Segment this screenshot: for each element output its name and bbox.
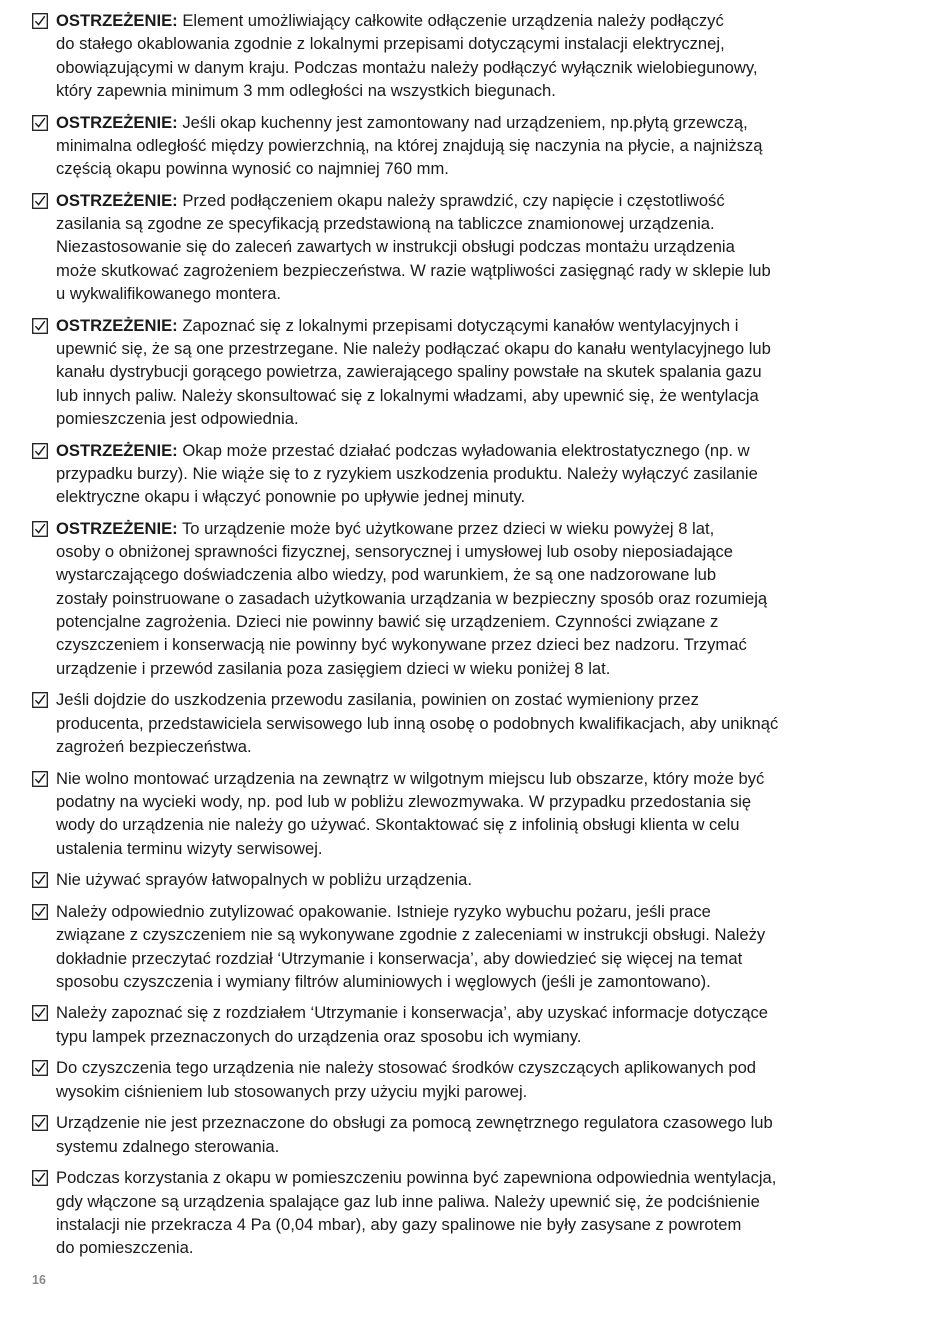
instruction-text-line: pomieszczenia jest odpowiednia. [56, 408, 299, 428]
instruction-text-line: urządzenie i przewód zasilania poza zasięgiem dzieci w wieku poniżej 8 lat. [56, 658, 611, 678]
instruction-text-line: u wykwalifikowanego montera. [56, 284, 282, 304]
instruction-item [32, 688, 902, 758]
instruction-text-line: związane z czyszczeniem nie są wykonywane zgodnie z zaleceniami w instrukcji obsługi. Należy [56, 925, 766, 945]
instruction-text-line: może skutkować zagrożeniem bezpieczeństwa. W razie wątpliwości zasięgnąć rady w sklepie lub [56, 260, 771, 280]
instruction-text-line: Należy zapoznać się z rozdziałem ‘Utrzymanie i konserwacja’, aby uzyskać informacje dotyczące [56, 1003, 768, 1023]
instruction-text-line: do stałego okablowania zgodnie z lokalnymi przepisami dotyczącymi instalacji elektrycznej, [56, 34, 725, 54]
instruction-text-line: Jeśli dojdzie do uszkodzenia przewodu zasilania, powinien on zostać wymieniony przez [56, 690, 699, 710]
instruction-item [32, 314, 902, 430]
instruction-item [32, 9, 902, 102]
checked-box-icon [32, 115, 48, 131]
instruction-text-line: upewnić się, że są one przestrzegane. Nie należy podłączać okapu do kanału wentylacyjnego lub [56, 339, 771, 359]
checked-box-icon [32, 872, 48, 888]
instruction-text-line: do pomieszczenia. [56, 1238, 194, 1258]
instruction-text-line: Należy odpowiednio zutylizować opakowanie. Istnieje ryzyko wybuchu pożaru, jeśli prace [56, 901, 711, 921]
instruction-text-line: wystarczającego doświadczenia albo wiedzy, pod warunkiem, że są one nadzorowane lub [56, 565, 717, 585]
instruction-text-line: Element umożliwiający całkowite odłączenie urządzenia należy podłączyć [182, 11, 724, 30]
instruction-text-line: zasilania są zgodne ze specyfikacją przedstawioną na tabliczce znamionowej urządzenia. [56, 214, 715, 234]
instruction-text-line: dokładnie przeczytać rozdział ‘Utrzymanie i konserwacja’, aby dowiedzieć się więcej na temat [56, 948, 743, 968]
checked-box-icon [32, 13, 48, 29]
instruction-item [32, 1001, 902, 1048]
instruction-item [32, 868, 902, 891]
instruction-text-line: potencjalne zagrożenia. Dzieci nie powinny bawić się urządzeniem. Czynności związane z [56, 612, 719, 632]
instruction-text-line: Jeśli okap kuchenny jest zamontowany nad urządzeniem, np.płytą grzewczą, [182, 112, 748, 132]
instruction-text-line: Przed podłączeniem okapu należy sprawdzić, czy napięcie i częstotliwość [182, 190, 725, 210]
instruction-text-line: gdy włączone są urządzenia spalające gaz lub inne paliwa. Należy upewnić się, że podciśnienie [56, 1191, 760, 1211]
safety-instructions-list [32, 9, 902, 1268]
instruction-text-line: Podczas korzystania z okapu w pomieszczeniu powinna być zapewniona odpowiednia wentylacja, [56, 1168, 777, 1188]
checked-box-icon [32, 443, 48, 459]
checked-box-icon [32, 1005, 48, 1021]
instruction-item [32, 1166, 902, 1259]
checked-box-icon [32, 521, 48, 537]
instruction-text-line: To urządzenie może być użytkowane przez dzieci w wieku powyżej 8 lat, [182, 518, 715, 538]
checked-box-icon [32, 1170, 48, 1186]
checked-box-icon [32, 692, 48, 708]
instruction-text-line: Nie wolno montować urządzenia na zewnątrz w wilgotnym miejscu lub obszarze, który może być [56, 768, 765, 788]
instruction-text-line: zostały poinstruowane o zasadach użytkowania urządzania w bezpieczny sposób oraz rozumieją [56, 588, 768, 608]
instruction-text-line: Nie używać sprayów łatwopalnych w pobliżu urządzenia. [56, 870, 472, 890]
instruction-text-line: Zapoznać się z lokalnymi przepisami dotyczącymi kanałów wentylacyjnych i [182, 315, 739, 335]
instruction-item [32, 1111, 902, 1158]
instruction-text-line: Okap może przestać działać podczas wyładowania elektrostatycznego (np. w [182, 440, 750, 460]
warning-label: OSTRZEŻENIE: [56, 11, 178, 30]
checked-box-icon [32, 904, 48, 920]
instruction-text-line: zagrożeń bezpieczeństwa. [56, 736, 252, 756]
instruction-text-line: systemu zdalnego sterowania. [56, 1136, 280, 1156]
instruction-text-line: wody do urządzenia nie należy go używać. Skontaktować się z infolinią obsługi klienta w celu [56, 815, 740, 835]
instruction-text-line: podatny na wycieki wody, np. pod lub w pobliżu zlewozmywaka. W przypadku przedostania się [56, 791, 752, 811]
instruction-text-line: czyszczeniem i konserwacją nie powinny być wykonywane przez dzieci bez nadzoru. Trzymać [56, 635, 747, 655]
checked-box-icon [32, 771, 48, 787]
instruction-item [32, 111, 902, 181]
warning-label: OSTRZEŻENIE: [56, 518, 178, 538]
instruction-text-line: Niezastosowanie się do zaleceń zawartych w instrukcji obsługi podczas montażu urządzenia [56, 237, 735, 257]
instruction-item [32, 767, 902, 860]
instruction-item [32, 517, 902, 680]
instruction-text-line: który zapewnia minimum 3 mm odległości na wszystkich biegunach. [56, 80, 556, 100]
instruction-text-line: Urządzenie nie jest przeznaczone do obsługi za pomocą zewnętrznego regulatora czasowego lub [56, 1113, 773, 1133]
instruction-item [32, 439, 902, 509]
instruction-text-line: minimalna odległość między powierzchnią, na której znajdują się naczynia na płycie, a najniższą [56, 135, 763, 155]
warning-label: OSTRZEŻENIE: [56, 440, 178, 460]
instruction-text-line: częścią okapu powinna wynosić co najmniej 760 mm. [56, 159, 449, 179]
checked-box-icon [32, 193, 48, 209]
page-number: 16 [32, 1273, 46, 1287]
instruction-text-line: instalacji nie przekracza 4 Pa (0,04 mbar), aby gazy spalinowe nie były zasysane z powrotem [56, 1215, 742, 1235]
instruction-text-line: typu lampek przeznaczonych do urządzenia oraz sposobu ich wymiany. [56, 1026, 582, 1046]
instruction-text-line: przypadku burzy). Nie wiąże się to z ryzykiem uszkodzenia produktu. Należy wyłączyć zasilanie [56, 463, 758, 483]
instruction-text-line: ustalenia terminu wizyty serwisowej. [56, 838, 323, 858]
instruction-text-line: elektryczne okapu i włączyć ponownie po upływie jednej minuty. [56, 487, 526, 507]
warning-label: OSTRZEŻENIE: [56, 190, 178, 210]
instruction-text-line: lub innych paliw. Należy skonsultować się z lokalnymi władzami, aby upewnić się, że wentylacja [56, 385, 759, 405]
warning-label: OSTRZEŻENIE: [56, 315, 178, 335]
warning-label: OSTRZEŻENIE: [56, 112, 178, 132]
checked-box-icon [32, 1115, 48, 1131]
instruction-item [32, 900, 902, 993]
instruction-text-line: kanału dystrybucji gorącego powietrza, zawierającego spaliny powstałe na skutek spalania gazu [56, 362, 762, 382]
checked-box-icon [32, 1060, 48, 1076]
instruction-text-line: wysokim ciśnieniem lub stosowanych przy użyciu myjki parowej. [56, 1081, 528, 1101]
instruction-text-line: Do czyszczenia tego urządzenia nie należy stosować środków czyszczących aplikowanych pod [56, 1058, 757, 1078]
instruction-item [32, 189, 902, 305]
instruction-text-line: sposobu czyszczenia i wymiany filtrów aluminiowych i węglowych (jeśli je zamontowano). [56, 971, 711, 991]
instruction-item [32, 1056, 902, 1103]
instruction-text-line: obowiązującymi w danym kraju. Podczas montażu należy podłączyć wyłącznik wielobiegunowy, [56, 57, 758, 77]
instruction-text-line: osoby o obniżonej sprawności fizycznej, sensorycznej i umysłowej lub osoby nieposiadające [56, 542, 734, 562]
checked-box-icon [32, 318, 48, 334]
instruction-text-line: producenta, przedstawiciela serwisowego lub inną osobę o podobnych kwalifikacjach, aby uniknąć [56, 713, 779, 733]
